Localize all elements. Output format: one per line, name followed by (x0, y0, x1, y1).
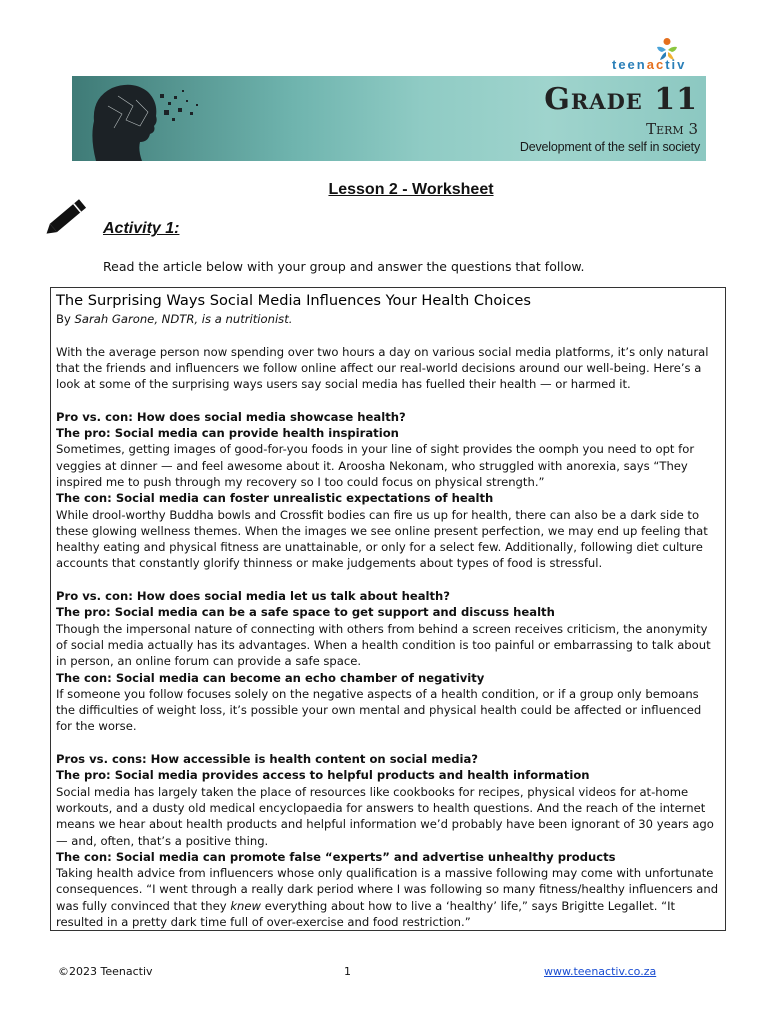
byline-author: Sarah Garone, NDTR, is a nutritionist. (74, 312, 293, 326)
logo-text-part3: tiv (665, 57, 687, 72)
byline-prefix: By (56, 312, 75, 326)
section-2-pro-heading: The pro: Social media can be a safe space to get support and discuss health (56, 605, 555, 620)
article-box (50, 287, 726, 931)
pencil-icon (40, 195, 92, 241)
grade-label: Grade 11 (544, 82, 698, 117)
instruction-text: Read the article below with your group and answer the questions that follow. (103, 259, 585, 274)
logo-text-part1: teen (612, 57, 647, 72)
article-byline (56, 311, 719, 327)
section-1-heading: Pro vs. con: How does social media showcase health? (56, 409, 406, 424)
spacer (56, 327, 719, 343)
footer-page-number: 1 (344, 965, 351, 978)
logo-wordmark (612, 57, 686, 72)
spacer (56, 572, 719, 588)
section-3-pro-heading: The pro: Social media provides access to helpful products and health information (56, 768, 590, 783)
section-3-con-text-b: everything about how to live a ‘healthy’ life,” says Brigitte Legallet. “It resulted in a pretty dark time full of over-exercise and food restriction.” (56, 898, 676, 929)
section-3-con-text (56, 865, 719, 930)
section-2-con-text: If someone you follow focuses solely on the negative aspects of a health condition, or if a group only bemoans the difficulties of weight loss, it’s possible your own mental and physical health could be affected or influenced for the worse. (56, 686, 702, 734)
footer-copyright: ©2023 Teenactiv (58, 965, 153, 978)
lesson-title: Lesson 2 - Worksheet (328, 181, 494, 198)
section-1-con-heading: The con: Social media can foster unrealistic expectations of health (56, 491, 494, 506)
article-title: The Surprising Ways Social Media Influences Your Health Choices (56, 292, 531, 309)
term-label: Term 3 (646, 120, 698, 138)
grade-banner (72, 76, 706, 161)
footer-website-link[interactable]: www.teenactiv.co.za (544, 965, 657, 978)
teenactiv-logo (612, 38, 722, 74)
section-3-pro-text: Social media has largely taken the place of resources like cookbooks for recipes, physical videos for at-home workouts, and a dusty old medical encyclopaedia for answers to health questions. And the reach of the internet means we hear about health products and helpful information we’d probably have been ignorant of 30 years ago — and, often, that’s a positive thing. (56, 784, 714, 848)
section-3-heading: Pros vs. cons: How accessible is health content on social media? (56, 752, 479, 767)
spacer (56, 735, 719, 751)
section-3-con-text-emphasis: knew (230, 898, 262, 913)
section-2-heading: Pro vs. con: How does social media let us talk about health? (56, 589, 451, 604)
section-3-con-heading: The con: Social media can promote false “experts” and advertise unhealthy products (56, 849, 616, 864)
section-1-pro-text: Sometimes, getting images of good-for-you foods in your line of sight provides the oomph you need to opt for veggies at dinner — and feel awesome about it. Aroosha Nekonam, who struggled with anorexia, says “They inspired me to push through my recovery so I too could focus on physical strength.” (56, 442, 695, 489)
banner-subtitle: Development of the self in society (519, 140, 700, 154)
section-1-pro-heading: The pro: Social media can provide health inspiration (56, 426, 399, 441)
spacer (56, 392, 719, 408)
head-silhouette-icon (78, 76, 208, 161)
section-2-pro-text: Though the impersonal nature of connecting with others from behind a screen receives criticism, the anonymity of social media actually has its advantages. When a health condition is too painful or embarrassing to talk about in person, an online forum can provide a safe space. (56, 621, 711, 669)
activity-heading: Activity 1: (103, 220, 180, 237)
section-3-con-text-a: Taking health advice from influencers whose only qualification is a massive following may come with unfortunate consequences. “I went through a really dark period where I was following so many fitness/healthy influencers and was fully convinced that they (56, 866, 719, 913)
section-2-con-heading: The con: Social media can become an echo chamber of negativity (56, 670, 485, 685)
article-intro: With the average person now spending over two hours a day on various social media platforms, it’s only natural that the friends and influencers we follow online affect our real-world decisions around our well-being. Here’s a look at some of the surprising ways users say social media has fuelled their health — or harmed it. (56, 344, 709, 392)
section-1-con-text: While drool-worthy Buddha bowls and Crossfit bodies can fire us up for health, there can also be a dark side to these glowing wellness themes. When the images we see online present perfection, we may end up feeling that healthy eating and physical fitness are unattainable, or only for a select few. Additionally, following diet culture accounts that constantly glorify thinness or make judgements about types of food is stressful. (56, 507, 708, 571)
logo-text-part2: ac (646, 57, 666, 72)
